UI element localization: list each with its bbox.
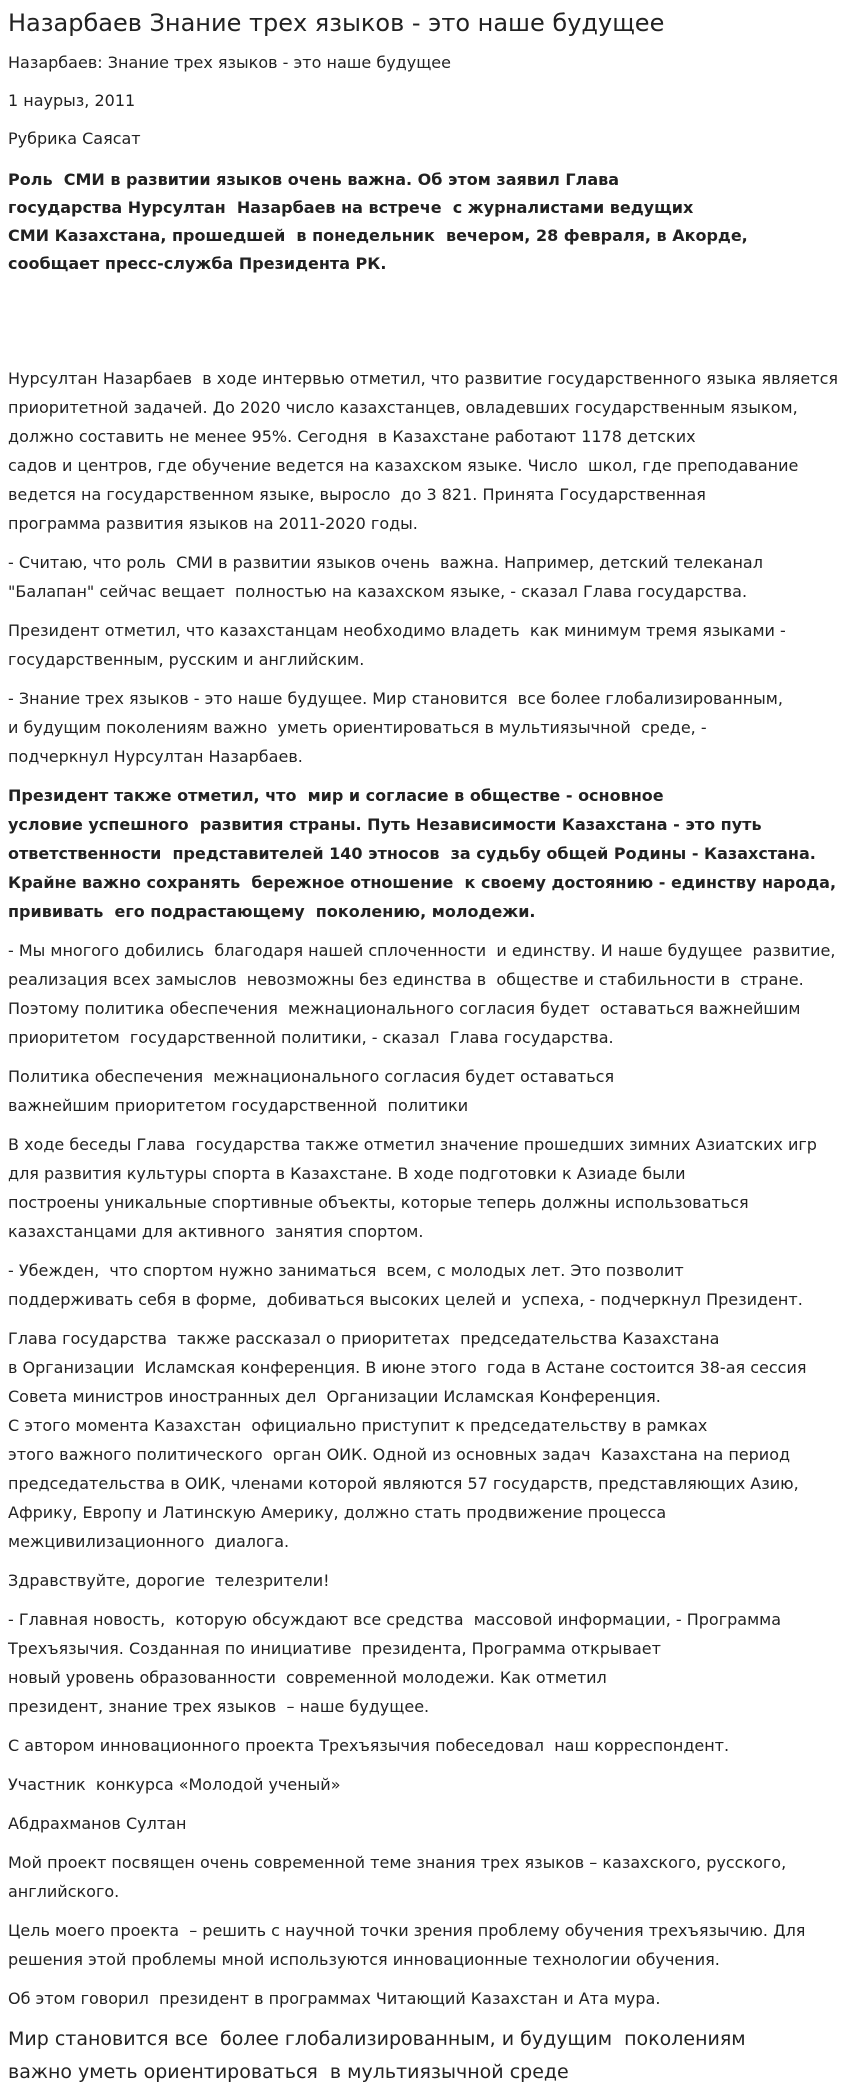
page-title: Назарбаев Знание трех языков - это наше будущее xyxy=(8,9,665,37)
paragraph-line: Президент отметил, что казахстанцам необходимо владеть как минимум тремя языками - xyxy=(8,621,786,640)
paragraph-line: важнейшим приоритетом государственной политики xyxy=(8,1096,469,1115)
article-paragraph xyxy=(8,1062,840,1120)
paragraph-line: новый уровень образованности современной молодежи. Как отметил xyxy=(8,1668,607,1687)
paragraph-line: В ходе беседы Глава государства также отметил значение прошедших зимних Азиатских игр xyxy=(8,1135,817,1154)
article xyxy=(8,8,840,2099)
paragraph-line: садов и центров, где обучение ведется на казахском языке. Число школ, где преподавание xyxy=(8,456,799,475)
article-paragraph xyxy=(8,616,840,674)
lead-line: СМИ Казахстана, прошедшей в понедельник вечером, 28 февраля, в Акорде, xyxy=(8,226,748,245)
paragraph-line: Глава государства также рассказал о приоритетах председательства Казахстана xyxy=(8,1329,720,1348)
paragraph-line: "Балапан" сейчас вещает полностью на казахском языке, - сказал Глава государства. xyxy=(8,582,748,601)
article-paragraph xyxy=(8,1984,840,2013)
paragraph-line: ведется на государственном языке, выросло до 3 821. Принята Государственная xyxy=(8,485,706,504)
paragraph-line: и будущим поколениям важно уметь ориентироваться в мультиязычной среде, - xyxy=(8,718,707,737)
paragraph-line: в Организации Исламская конференция. В июне этого года в Астане состоится 38-ая сессия xyxy=(8,1358,807,1377)
paragraph-line: Об этом говорил президент в программах Читающий Казахстан и Ата мура. xyxy=(8,1989,661,2008)
paragraph-line: - Главная новость, которую обсуждают все средства массовой информации, - Программа xyxy=(8,1610,782,1629)
paragraph-line: ответственности представителей 140 этносов за судьбу общей Родины - Казахстана. xyxy=(8,844,816,863)
article-paragraph xyxy=(8,1770,840,1799)
paragraph-line: председательства в ОИК, членами которой являются 57 государств, представляющих Азию, xyxy=(8,1474,799,1493)
lead-line: сообщает пресс-служба Президента РК. xyxy=(8,254,387,273)
article-paragraph xyxy=(8,1256,840,1314)
paragraph-line: межцивилизационного диалога. xyxy=(8,1532,290,1551)
paragraph-line: С автором инновационного проекта Трехъязычия побеседовал наш корреспондент. xyxy=(8,1736,730,1755)
paragraph-line: прививать его подрастающему поколению, молодежи. xyxy=(8,902,536,921)
article-paragraph xyxy=(8,1605,840,1721)
article-paragraph xyxy=(8,2023,840,2089)
paragraph-line: Здравствуйте, дорогие телезрители! xyxy=(8,1571,330,1590)
paragraph-line: программа развития языков на 2011-2020 годы. xyxy=(8,514,418,533)
paragraph-line: приоритетом государственной политики, - сказал Глава государства. xyxy=(8,1028,614,1047)
paragraph-line: Участник конкурса «Молодой ученый» xyxy=(8,1775,341,1794)
paragraph-line: реализация всех замыслов невозможны без единства в обществе и стабильности в стране. xyxy=(8,970,804,989)
paragraph-line: С этого момента Казахстан официально приступит к председательству в рамках xyxy=(8,1416,708,1435)
article-paragraph xyxy=(8,1566,840,1595)
lead-line: государства Нурсултан Назарбаев на встрече с журналистами ведущих xyxy=(8,198,694,217)
paragraph-line: президент, знание трех языков – наше будущее. xyxy=(8,1697,430,1716)
paragraph-line: построены уникальные спортивные объекты, которые теперь должны использоваться xyxy=(8,1193,749,1212)
paragraph-line: казахстанцами для активного занятия спортом. xyxy=(8,1222,424,1241)
paragraph-line: Цель моего проекта – решить с научной точки зрения проблему обучения трехъязычию. Для xyxy=(8,1921,806,1940)
paragraph-line: приоритетной задачей. До 2020 число казахстанцев, овладевших государственным языком, xyxy=(8,398,798,417)
paragraph-line: Мир становится все более глобализированным, и будущим поколениям xyxy=(8,2028,746,2050)
paragraph-line: Абдрахманов Султан xyxy=(8,1814,187,1833)
article-paragraph xyxy=(8,548,840,606)
publish-date: 1 наурыз, 2011 xyxy=(8,91,136,110)
paragraph-line: Африку, Европу и Латинскую Америку, должно стать продвижение процесса xyxy=(8,1503,667,1522)
paragraph-line: Крайне важно сохранять бережное отношение к своему достоянию - единству народа, xyxy=(8,873,837,892)
paragraph-line: решения этой проблемы мной используются инновационные технологии обучения. xyxy=(8,1950,720,1969)
paragraph-line: подчеркнул Нурсултан Назарбаев. xyxy=(8,747,303,766)
paragraph-line: Президент также отметил, что мир и согласие в обществе - основное xyxy=(8,786,664,805)
article-paragraph xyxy=(8,1916,840,1974)
paragraph-line: для развития культуры спорта в Казахстане. В ходе подготовки к Азиаде были xyxy=(8,1164,686,1183)
article-paragraph xyxy=(8,1731,840,1760)
paragraph-line: важно уметь ориентироваться в мультиязычной среде xyxy=(8,2061,569,2083)
paragraph-line: - Убежден, что спортом нужно заниматься всем, с молодых лет. Это позволит xyxy=(8,1261,684,1280)
article-paragraph xyxy=(8,684,840,771)
article-paragraph xyxy=(8,364,840,538)
article-lead xyxy=(8,166,840,278)
paragraph-line: английского. xyxy=(8,1882,120,1901)
article-paragraph xyxy=(8,781,840,926)
article-paragraph xyxy=(8,1324,840,1556)
paragraph-line: условие успешного развития страны. Путь Независимости Казахстана - это путь xyxy=(8,815,762,834)
article-body xyxy=(8,364,840,2089)
article-subtitle: Назарбаев: Знание трех языков - это наше будущее xyxy=(8,53,451,72)
paragraph-line: Политика обеспечения межнационального согласия будет оставаться xyxy=(8,1067,615,1086)
paragraph-line: должно составить не менее 95%. Сегодня в Казахстане работают 1178 детских xyxy=(8,427,696,446)
paragraph-line: Нурсултан Назарбаев в ходе интервью отметил, что развитие государственного языка является xyxy=(8,369,839,388)
paragraph-line: - Мы многого добились благодаря нашей сплоченности и единству. И наше будущее развитие, xyxy=(8,941,836,960)
paragraph-line: Трехъязычия. Созданная по инициативе президента, Программа открывает xyxy=(8,1639,661,1658)
paragraph-line: - Считаю, что роль СМИ в развитии языков очень важна. Например, детский телеканал xyxy=(8,553,763,572)
paragraph-line: - Знание трех языков - это наше будущее. Мир становится все более глобализированным, xyxy=(8,689,783,708)
lead-line: Роль СМИ в развитии языков очень важна. Об этом заявил Глава xyxy=(8,170,620,189)
article-paragraph xyxy=(8,1809,840,1838)
paragraph-line: Совета министров иностранных дел Организации Исламская Конференция. xyxy=(8,1387,661,1406)
article-paragraph xyxy=(8,936,840,1052)
paragraph-line: Мой проект посвящен очень современной теме знания трех языков – казахского, русского, xyxy=(8,1853,787,1872)
paragraph-line: этого важного политического орган ОИК. Одной из основных задач Казахстана на период xyxy=(8,1445,791,1464)
rubric: Рубрика Саясат xyxy=(8,129,141,148)
paragraph-line: Поэтому политика обеспечения межнационального согласия будет оставаться важнейшим xyxy=(8,999,801,1018)
article-paragraph xyxy=(8,1130,840,1246)
paragraph-line: государственным, русским и английским. xyxy=(8,650,365,669)
paragraph-line: поддерживать себя в форме, добиваться высоких целей и успеха, - подчеркнул Президент. xyxy=(8,1290,803,1309)
article-paragraph xyxy=(8,1848,840,1906)
